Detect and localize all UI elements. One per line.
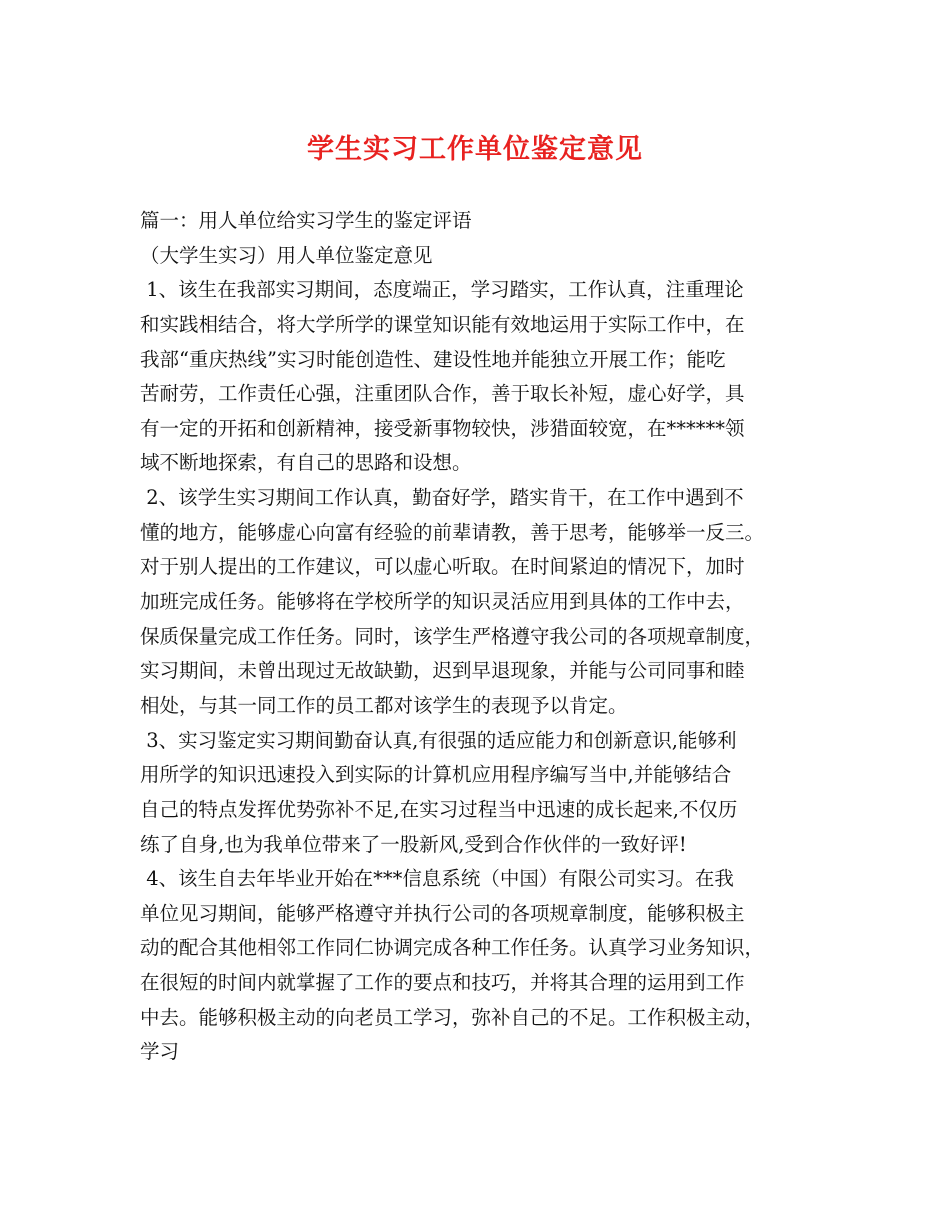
body-line: 实习期间，未曾出现过无故缺勤，迟到早退现象，并能与公司同事和睦 <box>140 659 745 683</box>
body-line: 单位见习期间，能够严格遵守并执行公司的各项规章制度，能够积极主 <box>140 901 745 925</box>
body-line: 动的配合其他相邻工作同仁协调完成各种工作任务。认真学习业务知识， <box>140 936 765 960</box>
body-line: 2、该学生实习期间工作认真，勤奋好学，踏实肯干，在工作中遇到不 <box>140 486 744 510</box>
body-line: 我部“重庆热线”实习时能创造性、建设性地并能独立开展工作；能吃 <box>140 347 726 371</box>
body-line: 4、该生自去年毕业开始在***信息系统（中国）有限公司实习。在我 <box>140 867 734 891</box>
body-line: （大学生实习）用人单位鉴定意见 <box>140 243 433 267</box>
body-line: 3、实习鉴定实习期间勤奋认真,有很强的适应能力和创新意识,能够利 <box>140 728 737 752</box>
body-line: 在很短的时间内就掌握了工作的要点和技巧，并将其合理的运用到工作 <box>140 971 745 995</box>
body-line: 懂的地方，能够虚心向富有经验的前辈请教，善于思考，能够举一反三。 <box>140 520 765 544</box>
body-line: 篇一：用人单位给实习学生的鉴定评语 <box>140 209 472 232</box>
body-line: 相处，与其一同工作的员工都对该学生的表现予以肯定。 <box>140 693 628 717</box>
body-line: 和实践相结合，将大学所学的课堂知识能有效地运用于实际工作中，在 <box>140 312 745 336</box>
body-line: 对于别人提出的工作建议，可以虚心听取。在时间紧迫的情况下，加时 <box>140 555 745 579</box>
body-line: 加班完成任务。能够将在学校所学的知识灵活应用到具体的工作中去， <box>140 590 745 614</box>
document-title: 学生实习工作单位鉴定意见 <box>307 134 643 165</box>
document-body <box>140 204 820 1070</box>
body-line: 1、该生在我部实习期间，态度端正，学习踏实，工作认真，注重理论 <box>140 278 744 302</box>
body-line: 中去。能够积极主动的向老员工学习，弥补自己的不足。工作积极主动， <box>140 1005 765 1029</box>
body-line: 保质保量完成工作任务。同时，该学生严格遵守我公司的各项规章制度， <box>140 624 765 648</box>
body-line: 自己的特点发挥优势弥补不足,在实习过程当中迅速的成长起来,不仅历 <box>140 797 738 821</box>
body-line: 有一定的开拓和创新精神，接受新事物较快，涉猎面较宽，在******领 <box>140 416 745 440</box>
body-line: 学习 <box>140 1040 180 1064</box>
body-line: 用所学的知识迅速投入到实际的计算机应用程序编写当中,并能够结合 <box>140 763 732 787</box>
body-line: 练了自身,也为我单位带来了一股新风,受到合作伙伴的一致好评! <box>140 832 687 856</box>
body-line: 苦耐劳，工作责任心强，注重团队合作，善于取长补短，虚心好学，具 <box>140 382 745 406</box>
body-line: 域不断地探索，有自己的思路和设想。 <box>140 451 472 475</box>
